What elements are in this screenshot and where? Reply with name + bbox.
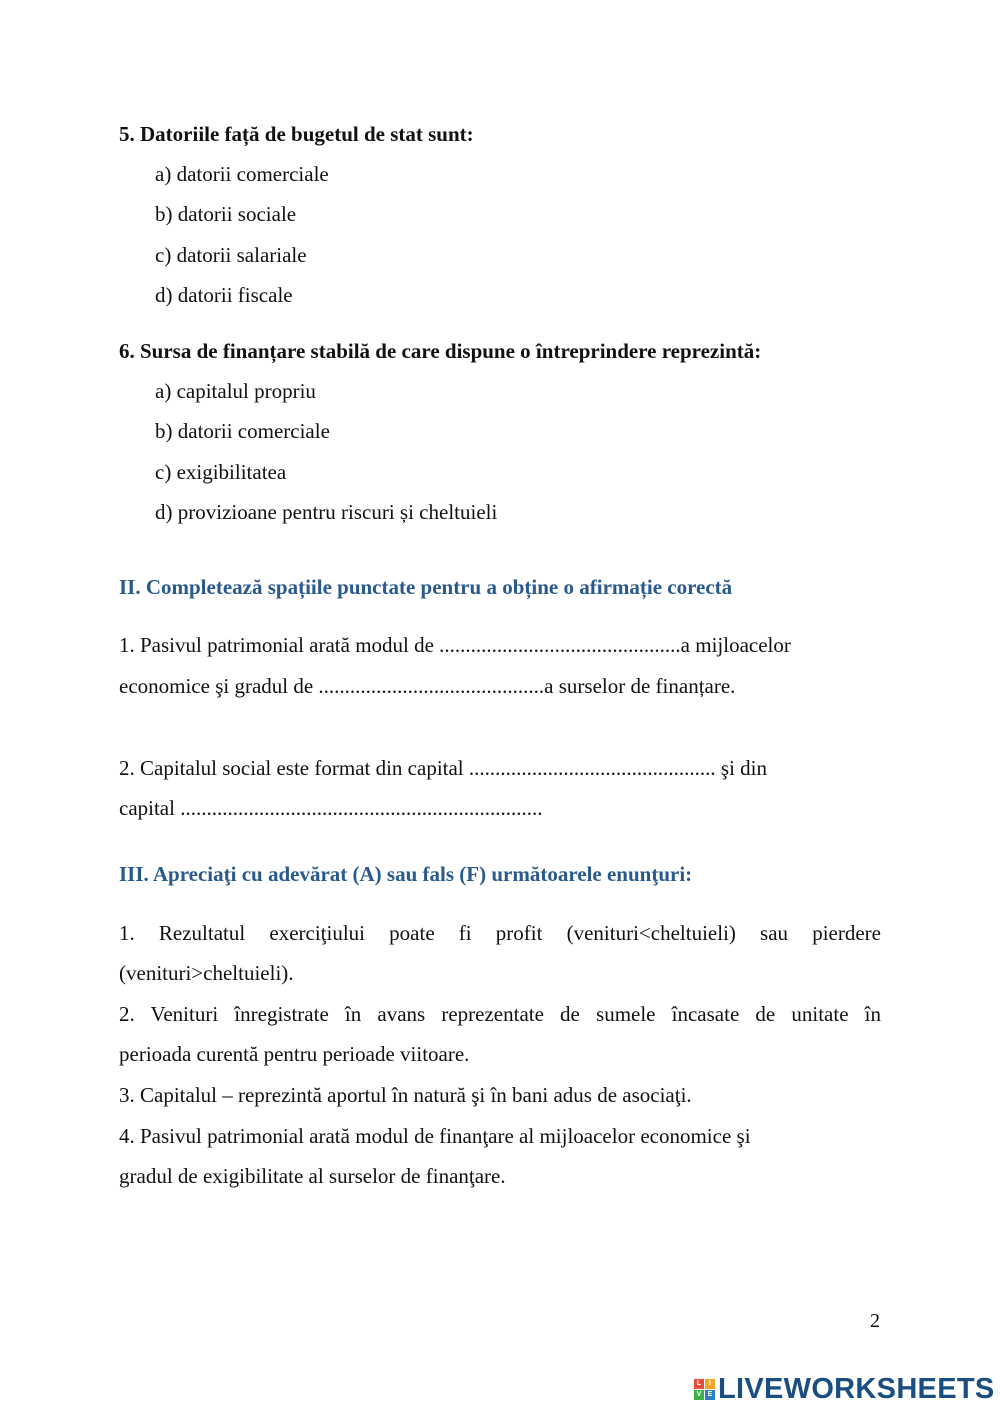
statement-4-line-2: gradul de exigibilitate al surselor de finanţare. <box>119 1164 506 1188</box>
statement-1-line-1: 1. Rezultatul exerciţiului poate fi profit (venituri<cheltuieli) sau pierdere <box>119 921 881 945</box>
fill-item-1-line-2: economice şi gradul de ...........................................a surselor de finanțare. <box>119 674 736 698</box>
logo-icon <box>694 1379 715 1400</box>
q5-option-b: b) datorii sociale <box>155 202 297 226</box>
statement-2-line-2: perioada curentă pentru perioade viitoare. <box>119 1042 470 1066</box>
q5-option-d: d) datorii fiscale <box>155 283 293 307</box>
statement-3: 3. Capitalul – reprezintă aportul în natură şi în bani adus de asociaţi. <box>119 1083 692 1107</box>
q6-option-d: d) provizioane pentru riscuri și cheltuieli <box>155 500 498 524</box>
section-2-heading: II. Completează spațiile punctate pentru a obține o afirmație corectă <box>119 575 733 599</box>
liveworksheets-logo <box>694 1374 995 1404</box>
section-3-heading: III. Apreciaţi cu adevărat (A) sau fals (F) următoarele enunţuri: <box>119 862 693 886</box>
logo-tile-l: L <box>694 1379 704 1389</box>
statement-1-line-2: (venituri>cheltuieli). <box>119 961 294 985</box>
statement-2-line-1: 2. Venituri înregistrate în avans reprezentate de sumele încasate de unitate în <box>119 1002 881 1026</box>
logo-tile-e: E <box>705 1390 715 1400</box>
q5-option-a: a) datorii comerciale <box>155 162 329 186</box>
logo-wordmark: LIVEWORKSHEETS <box>718 1372 995 1405</box>
fill-item-2-line-1: 2. Capitalul social este format din capital ............................................... şi din <box>119 756 767 780</box>
page-number: 2 <box>870 1310 880 1332</box>
logo-tile-v: V <box>694 1390 704 1400</box>
q6-option-c: c) exigibilitatea <box>155 460 287 484</box>
logo-tile-i: I <box>705 1379 715 1389</box>
q6-option-b: b) datorii comerciale <box>155 419 330 443</box>
q5-option-c: c) datorii salariale <box>155 243 307 267</box>
question-5-title: 5. Datoriile față de bugetul de stat sunt: <box>119 122 474 146</box>
question-6-title: 6. Sursa de finanțare stabilă de care dispune o întreprindere reprezintă: <box>119 339 762 363</box>
fill-item-2-line-2: capital ..................................................................... <box>119 796 543 820</box>
q6-option-a: a) capitalul propriu <box>155 379 316 403</box>
statement-4-line-1: 4. Pasivul patrimonial arată modul de finanţare al mijloacelor economice şi <box>119 1124 751 1148</box>
fill-item-1-line-1: 1. Pasivul patrimonial arată modul de ..............................................a mijloacelor <box>119 633 791 657</box>
